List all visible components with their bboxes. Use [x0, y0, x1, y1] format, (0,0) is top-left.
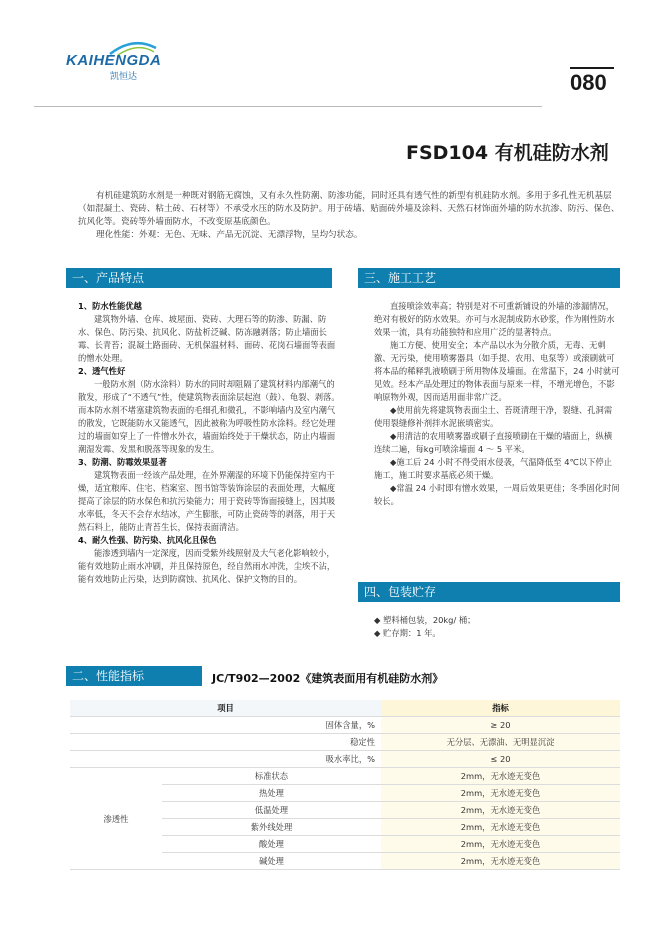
header-item: 项目: [70, 700, 381, 717]
table-row: [70, 734, 620, 751]
section-header-features: 一、产品特点: [66, 268, 332, 288]
features-body: [78, 300, 340, 586]
table-header-row: [70, 700, 620, 717]
feature-body: 建筑物外墙、仓库、坡屋面、瓷砖、大理石等的防渗、防漏、防水、保色、防污染、抗风化、防盐析泛碱、防冻融剥落；防止墙面长霉、长青苔；混凝土路面砖、无机保温材料、面砖、花岗石墙面等表面的憎水处理。: [78, 314, 336, 363]
packaging-body: [374, 614, 620, 640]
construction-bullet: [374, 404, 620, 430]
packaging-bullet: [374, 627, 620, 640]
intro-paragraph: 有机硅建筑防水剂是一种既对钢筋无腐蚀，又有永久性防潮、防渗功能，同时还具有透气性的新型有机硅防水剂。多用于多孔性无机基层（如混凝土、瓷砖、粘土砖、石材等）不承受水压的防水及防护。用于砖墙、贴面砖外墙及涂料、天然石材饰面外墙的防水抗渗、防污、保色、抗风化等。瓷砖等外墙面防水，不改变原基底颜色。: [78, 191, 620, 227]
sub-row-item: 热处理: [162, 785, 381, 802]
row-value: 无分层、无漂油、无明显沉淀: [381, 734, 620, 751]
page-title: FSD104 有机硅防水剂: [406, 142, 609, 164]
diamond-bullet-icon: ◆: [374, 615, 381, 625]
row-item: 吸水率比，%: [70, 751, 381, 768]
diamond-bullet-icon: ◆: [390, 405, 397, 415]
construction-bullet: [374, 456, 620, 482]
construction-bullet-text: 施工后 24 小时不得受雨水侵袭，气温降低至 4℃以下停止施工，施工时要求基底必须干燥。: [374, 457, 612, 480]
sub-row-value: 2mm，无水迹无变色: [381, 768, 620, 785]
feature-heading: 2、透气性好: [78, 366, 126, 376]
construction-paragraph: 直接喷涂效率高；特别是对不可重新铺设的外墙的渗漏情况，绝对有极好的防水效果。亦可与水泥制成防水砂浆，作为刚性防水效果一流，具有功能独特和应用广泛的显著特点。: [374, 301, 615, 337]
header-indicator: 指标: [381, 700, 620, 717]
intro-text: [78, 190, 620, 242]
section-header-performance: 二、性能指标: [66, 666, 202, 686]
packaging-bullet: [374, 614, 620, 627]
row-item: 固体含量，%: [70, 717, 381, 734]
sub-row-item: 碱处理: [162, 853, 381, 870]
brand-sub: 凯恒达: [110, 72, 138, 82]
sub-row-item: 酸处理: [162, 836, 381, 853]
table-row: [70, 768, 620, 785]
construction-body: [374, 300, 620, 508]
row-value: ≥ 20: [381, 717, 620, 734]
row-value: ≤ 20: [381, 751, 620, 768]
sub-row-value: 2mm，无水迹无变色: [381, 785, 620, 802]
feature-body: 能渗透到墙内一定深度，因而受紫外线照射及大气老化影响较小，能有效地防止雨水冲刷，并且保持原色，经自然雨水冲洗，尘埃不沾，能有效地防止污染，达到防腐蚀、抗风化、保护文物的目的。: [78, 548, 336, 584]
section-header-packaging: 四、包装贮存: [358, 582, 620, 602]
feature-heading: 3、防潮、防霉效果显著: [78, 457, 167, 467]
feature-heading: 4、耐久性强、防污染、抗风化且保色: [78, 535, 217, 545]
standard-title: JC/T902—2002《建筑表面用有机硅防水剂》: [212, 672, 444, 685]
diamond-bullet-icon: ◆: [374, 628, 381, 638]
sub-row-value: 2mm，无水迹无变色: [381, 836, 620, 853]
diamond-bullet-icon: ◆: [390, 457, 397, 467]
table-row: [70, 717, 620, 734]
packaging-bullet-text: 贮存期：1 年。: [383, 628, 441, 638]
intro-paragraph: 理化性能：外观：无色、无味、产品无沉淀、无漂浮物，呈均匀状态。: [96, 230, 363, 240]
feature-body: 建筑物表面一经该产品处理，在外界潮湿的环境下仍能保持室内干燥，适宜粮库、住宅、档案室、图书馆等装饰涂层的表面处理，大幅度提高了涂层的防水保色和抗污染能力；用于瓷砖等饰面接缝上，因其吸水率低，冬天不会存水结冰，产生膨胀，可防止瓷砖等的剥落，用于天然石料上，能防止青苔生长，保持表面清洁。: [78, 470, 336, 532]
sub-row-value: 2mm，无水迹无变色: [381, 819, 620, 836]
brand-logo: [66, 40, 206, 90]
construction-bullet-text: 常温 24 小时即有憎水效果，一周后效果更佳；冬季固化时间较长。: [374, 483, 620, 506]
page-number-rule: [570, 67, 614, 69]
table-row: [70, 751, 620, 768]
sub-row-item: 紫外线处理: [162, 819, 381, 836]
feature-heading: 1、防水性能优越: [78, 301, 142, 311]
brand-name: KAIHENGDA: [66, 52, 162, 69]
construction-bullet-text: 使用前先将建筑物表面尘土、苔斑清理干净，裂缝、孔洞需使用裂缝修补剂拌水泥嵌填密实。: [374, 405, 613, 428]
diamond-bullet-icon: ◆: [390, 483, 397, 493]
diamond-bullet-icon: ◆: [390, 431, 397, 441]
permeability-label: 渗透性: [70, 768, 162, 870]
sub-row-value: 2mm，无水迹无变色: [381, 802, 620, 819]
construction-bullet: [374, 482, 620, 508]
construction-bullet-text: 用清洁的农用喷雾器或刷子直接喷刷在干燥的墙面上，纵横连续二遍，每kg可喷涂墙面 4 ～ 5 平米。: [374, 431, 613, 454]
feature-body: 一般防水剂（防水涂料）防水的同时却阻隔了建筑材料内部潮气的散发，形成了“不透气”性，使建筑物表面涂层起泡（鼓）、龟裂、剥落。而本防水剂不堵塞建筑物表面的毛细孔和微孔，不影响墙内及室内潮气的散发，它既能防水又能透气，因此被称为呼吸性防水涂料。经它处理过的墙面如穿上了一件憎水外衣，墙面始终处于干燥状态，防止内墙面潮湿发霉、发黑和脱落等现象的发生。: [78, 379, 340, 454]
sub-row-item: 低温处理: [162, 802, 381, 819]
packaging-bullet-text: 塑料桶包装，20kg/ 桶；: [383, 615, 476, 625]
section-header-construction: 三、施工工艺: [358, 268, 620, 288]
performance-table: [70, 700, 620, 870]
sub-row-item: 标准状态: [162, 768, 381, 785]
construction-bullet: [374, 430, 620, 456]
sub-row-value: 2mm，无水迹无变色: [381, 853, 620, 870]
construction-paragraph: 施工方便、使用安全；本产品以水为分散介质，无毒、无刺激、无污染，使用喷雾器具（如手提、农用、电泵等）或滚刷就可将本品的稀释乳液喷刷于所用物体及墙面。在常温下，24 小时就可见效。经本产品处理过的物体表面与原来一样，不增光增色，不影响原物外观，因而适用面非常广泛。: [374, 340, 620, 402]
page-number: 080: [570, 70, 607, 95]
row-item: 稳定性: [70, 734, 381, 751]
header-rule: [34, 106, 542, 107]
